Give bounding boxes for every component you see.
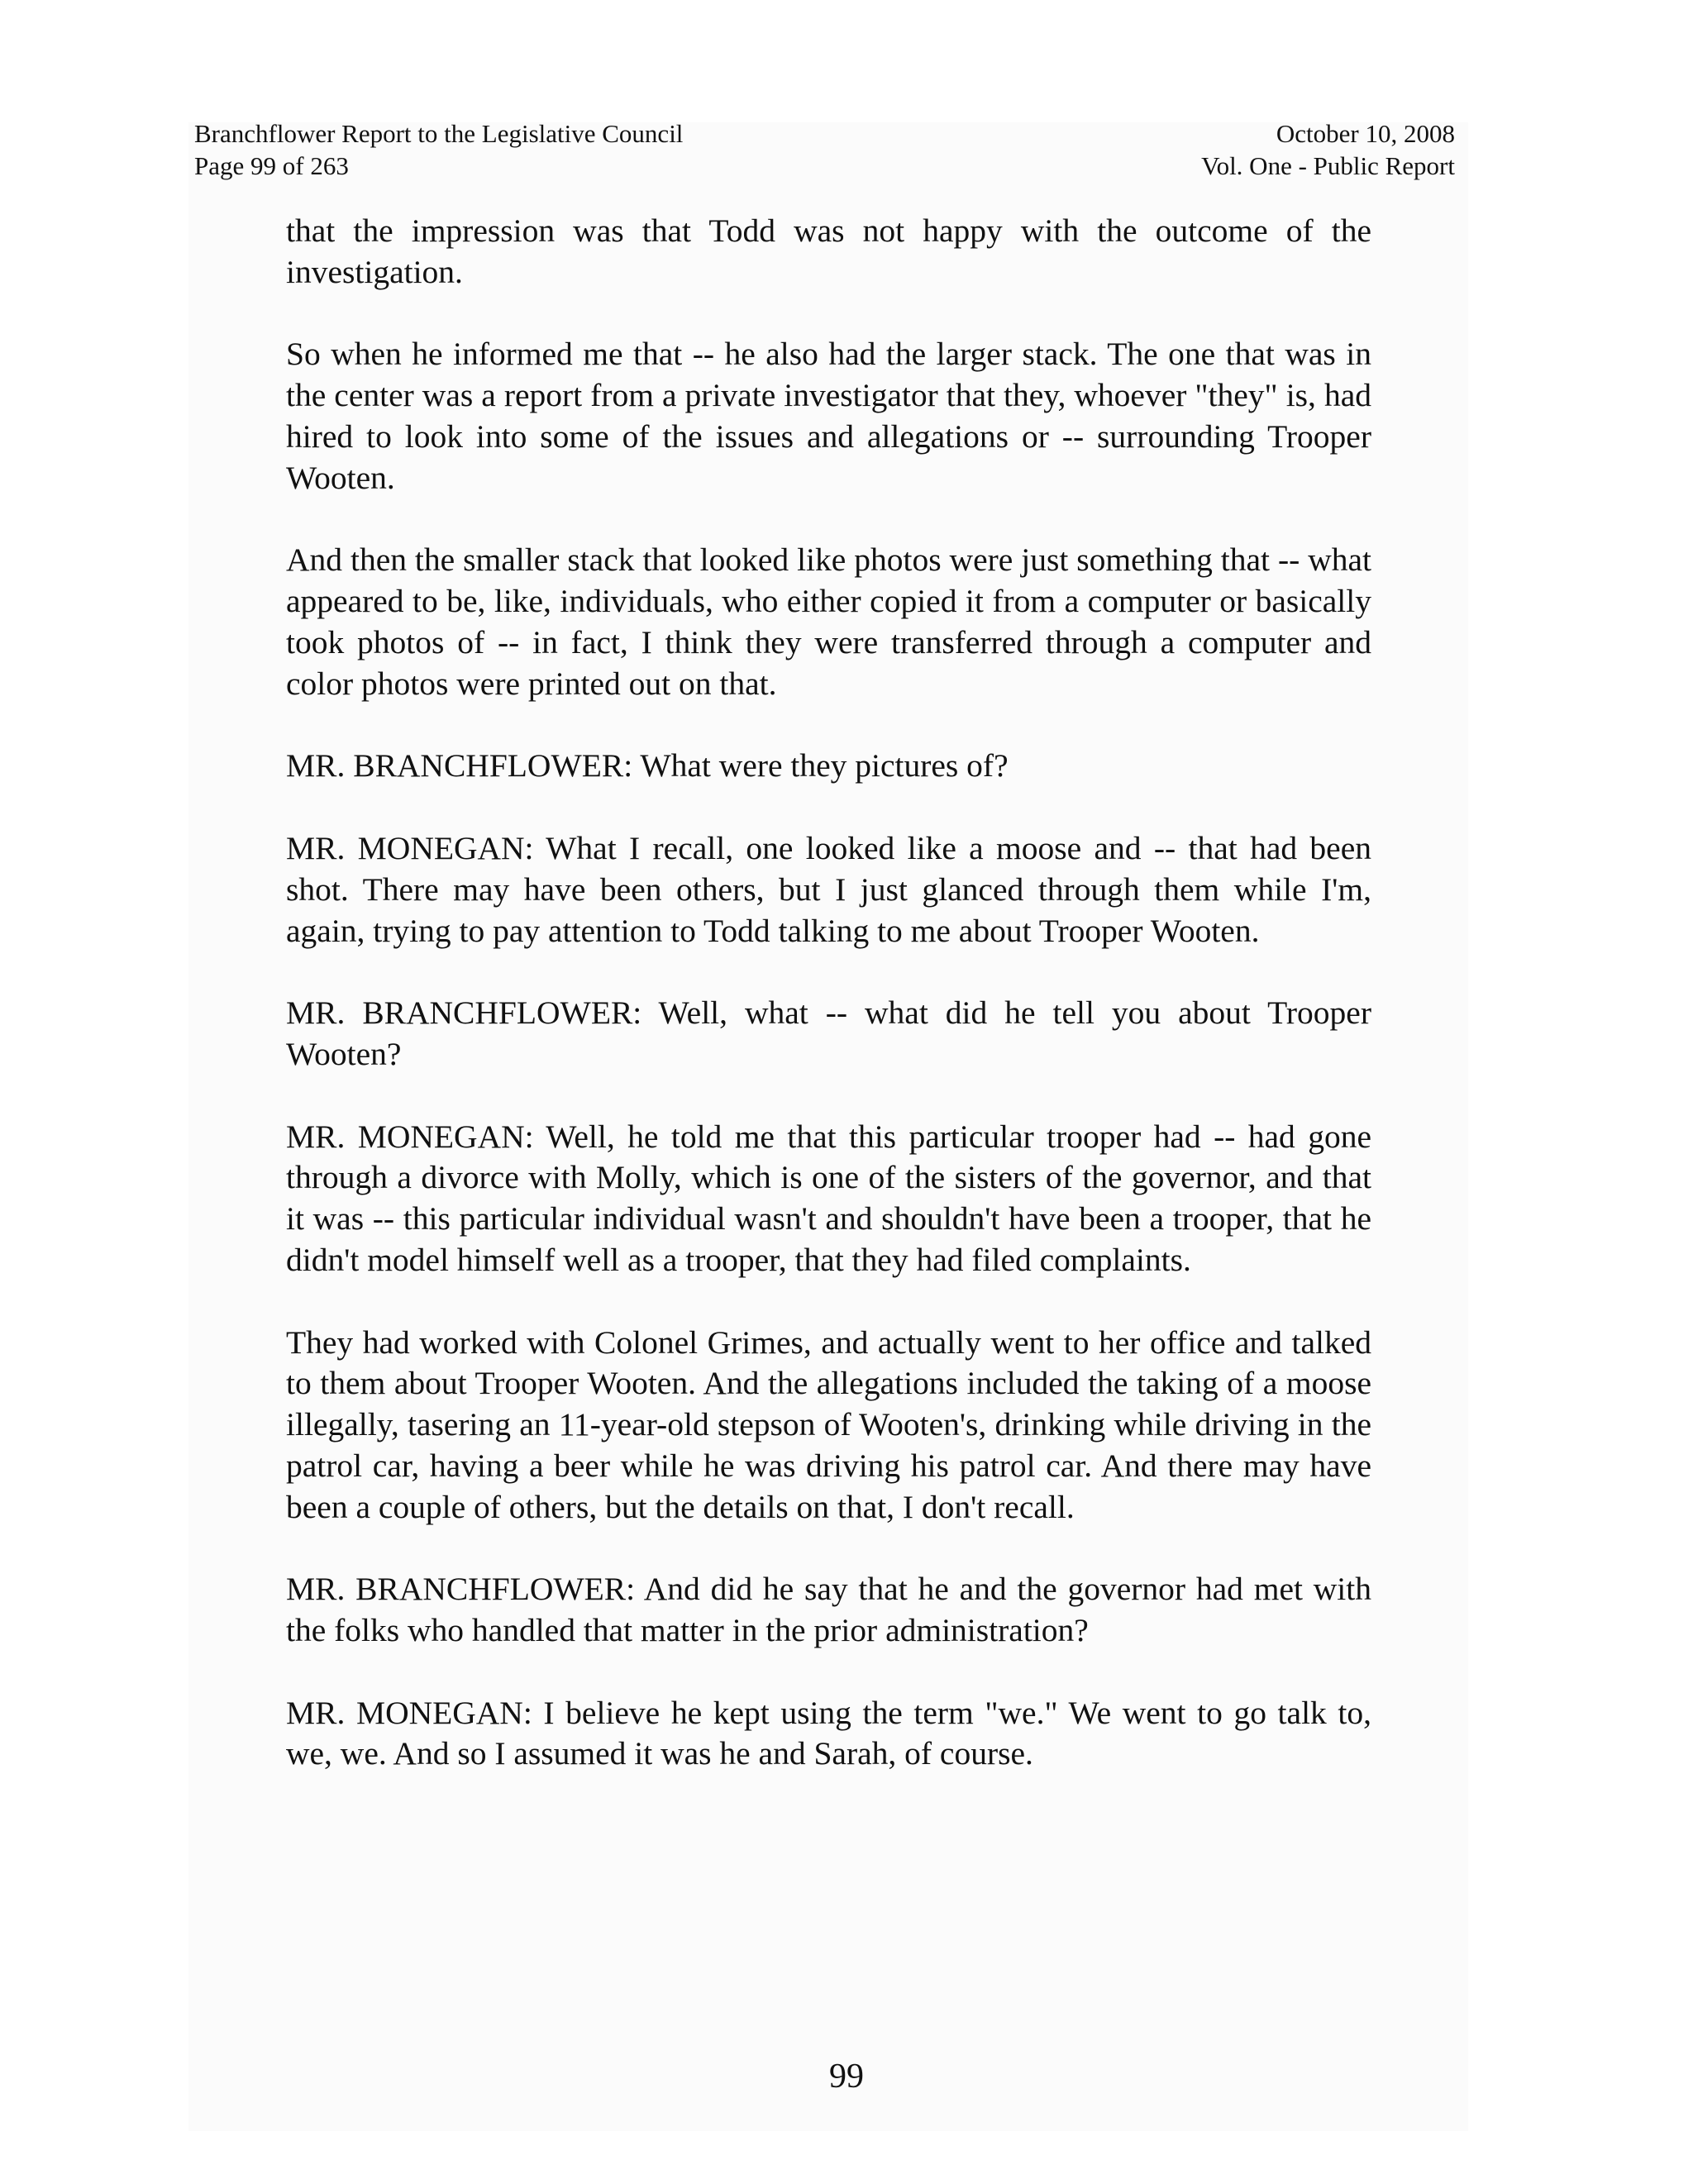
- paragraph: MR. BRANCHFLOWER: And did he say that he and the governor had met with the folks who handled that matter in the prior administration?: [286, 1571, 1371, 1649]
- paragraph: So when he informed me that -- he also had the larger stack. The one that was in the center was a report from a private investigator that they, whoever "they" is, had hired to look into some of the issues and allegations or -- surrounding Trooper Wooten.: [286, 336, 1371, 496]
- report-volume: Vol. One - Public Report: [1201, 151, 1455, 180]
- header-right: [1201, 117, 1455, 182]
- paragraph: They had worked with Colonel Grimes, and actually went to her office and talked to them about Trooper Wooten. And the allegations included the taking of a moose illegally, tasering an 11-year-old stepson of Wooten's, drinking while driving in the patrol car, having a beer while he was driving his patrol car. And there may have been a couple of others, but the details on that, I don't recall.: [286, 1323, 1371, 1525]
- report-title: Branchflower Report to the Legislative Council: [194, 119, 684, 148]
- page-number: 99: [829, 2058, 864, 2096]
- paragraph: that the impression was that Todd was not happy with the outcome of the investigation.: [286, 212, 1371, 290]
- paragraph: And then the smaller stack that looked like photos were just something that -- what appeared to be, like, individuals, who either copied it from a computer or basically took photos of -- in fact, I think they were transferred through a computer and color photos were printed out on that.: [286, 541, 1371, 702]
- paragraph: MR. BRANCHFLOWER: Well, what -- what did he tell you about Trooper Wooten?: [286, 994, 1371, 1072]
- paragraph: MR. MONEGAN: What I recall, one looked like a moose and -- that had been shot. There may have been others, but I just glanced through them while I'm, again, trying to pay attention to Todd talking to me about Trooper Wooten.: [286, 829, 1371, 949]
- page-count: Page 99 of 263: [194, 151, 349, 180]
- paragraph: MR. BRANCHFLOWER: What were they pictures of?: [286, 747, 1009, 784]
- paragraph: MR. MONEGAN: I believe he kept using the term "we." We went to go talk to, we, we. And so I assumed it was he and Sarah, of course.: [286, 1694, 1371, 1772]
- transcript-body: [286, 211, 1371, 1816]
- report-date: October 10, 2008: [1276, 119, 1455, 148]
- header-left: [194, 117, 683, 182]
- paragraph: MR. MONEGAN: Well, he told me that this particular trooper had -- had gone through a divorce with Molly, which is one of the sisters of the governor, and that it was -- this particular individual wasn't and shouldn't have been a trooper, that he didn't model himself well as a trooper, that they had filed complaints.: [286, 1118, 1371, 1278]
